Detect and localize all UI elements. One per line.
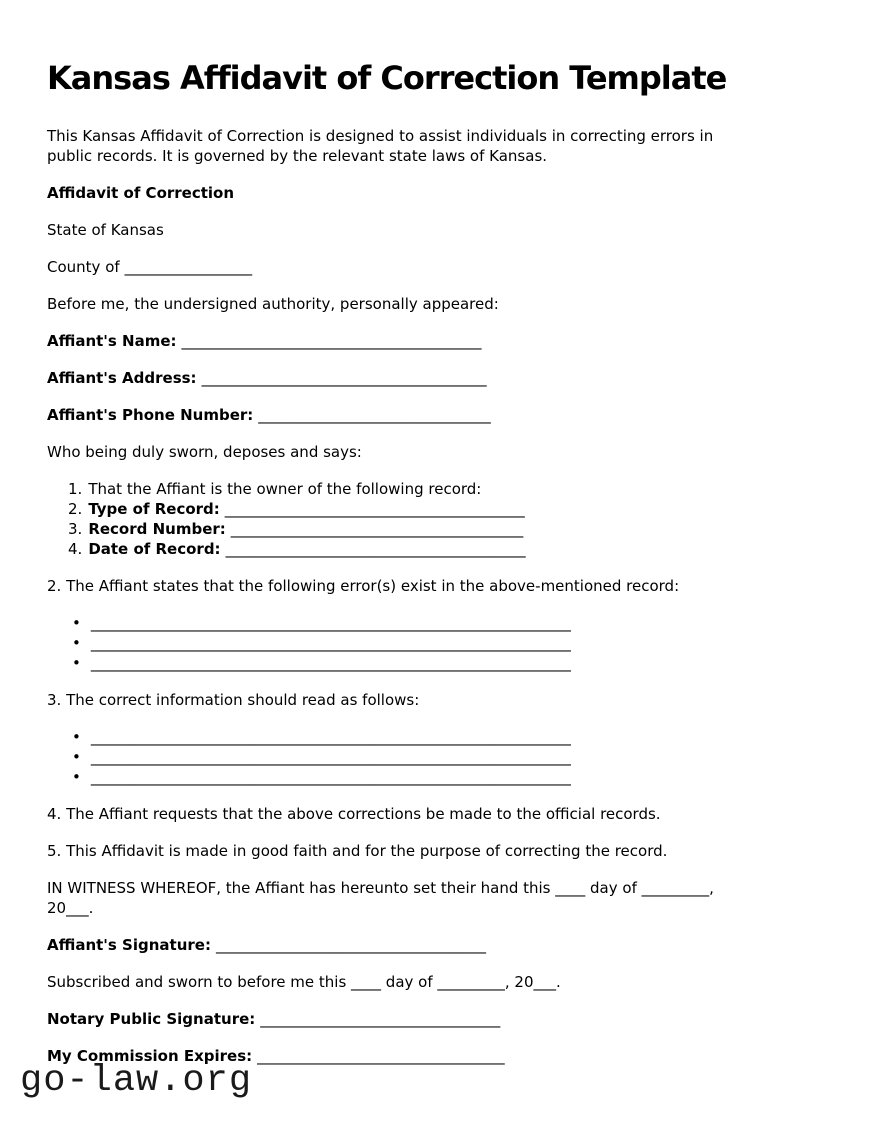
correction-blank-row: [72, 727, 818, 747]
section-4-line: 4. The Affiant requests that the above corrections be made to the official records.: [47, 805, 661, 823]
section-3-line: 3. The correct information should read as follows:: [47, 691, 420, 709]
correction-blank-row: [72, 747, 818, 767]
correction-blank-list: [47, 727, 818, 787]
bullet-icon: [72, 634, 91, 652]
subscribed-line: Subscribed and sworn to before me this ____ day of _________, 20___.: [47, 973, 561, 991]
bullet-icon: [72, 728, 91, 746]
intro-line-1: This Kansas Affidavit of Correction is designed to assist individuals in correcting errors in: [47, 127, 714, 145]
record-item-4: [68, 539, 818, 559]
notary-signature-label: Notary Public Signature:: [47, 1010, 256, 1028]
county-label: County of: [47, 258, 120, 276]
record-item-3: [68, 519, 818, 539]
affiant-name-line: [47, 331, 818, 351]
record-item-1-text: That the Affiant is the owner of the following record:: [88, 480, 482, 498]
notary-signature-line: [47, 1009, 818, 1029]
section-5-line: 5. This Affidavit is made in good faith and for the purpose of correcting the record.: [47, 842, 668, 860]
error-blank-row: [72, 613, 818, 633]
record-item-2: [68, 499, 818, 519]
record-item-4-label: Date of Record:: [88, 540, 221, 558]
county-line: [47, 257, 818, 277]
error-blank-row: [72, 633, 818, 653]
record-item-4-number: 4.: [68, 540, 83, 558]
commission-expires-label: My Commission Expires:: [47, 1047, 253, 1065]
document-title: Kansas Affidavit of Correction Template: [47, 59, 727, 97]
affiant-name-label: Affiant's Name:: [47, 332, 177, 350]
commission-expires-blank: _________________________________: [257, 1047, 505, 1065]
witness-paragraph: [47, 878, 818, 918]
appeared-line: Before me, the undersigned authority, personally appeared:: [47, 295, 499, 313]
affiant-phone-blank: _______________________________: [258, 406, 491, 424]
affiant-signature-line: [47, 935, 818, 955]
record-details-list: [47, 479, 818, 559]
affiant-address-label: Affiant's Address:: [47, 369, 197, 387]
correction-blank-line-1: ________________________________________________________________: [90, 728, 571, 746]
correction-blank-line-3: ________________________________________________________________: [90, 768, 571, 786]
record-item-2-blank: ________________________________________: [224, 500, 525, 518]
record-item-3-label: Record Number:: [88, 520, 226, 538]
record-item-2-number: 2.: [68, 500, 83, 518]
bullet-icon: [72, 748, 91, 766]
state-line: State of Kansas: [47, 221, 164, 239]
bullet-icon: [72, 614, 91, 632]
intro-paragraph: [47, 126, 818, 166]
affiant-phone-label: Affiant's Phone Number:: [47, 406, 254, 424]
section-2-line: 2. The Affiant states that the following error(s) exist in the above-mentioned record:: [47, 577, 680, 595]
error-blank-line-2: ________________________________________________________________: [90, 634, 571, 652]
record-item-4-blank: ________________________________________: [225, 540, 526, 558]
record-item-1-number: 1.: [68, 480, 83, 498]
error-blank-list: [47, 613, 818, 673]
notary-signature-blank: ________________________________: [260, 1010, 501, 1028]
correction-blank-line-2: ________________________________________________________________: [90, 748, 571, 766]
section-heading: Affidavit of Correction: [47, 184, 235, 202]
bullet-icon: [72, 654, 91, 672]
error-blank-line-3: ________________________________________________________________: [90, 654, 571, 672]
witness-line-1: IN WITNESS WHEREOF, the Affiant has hereunto set their hand this ____ day of _________,: [47, 879, 714, 897]
affiant-signature-blank: ____________________________________: [215, 936, 486, 954]
intro-line-2: public records. It is governed by the relevant state laws of Kansas.: [47, 147, 548, 165]
record-item-3-number: 3.: [68, 520, 83, 538]
record-item-3-blank: _______________________________________: [230, 520, 524, 538]
county-blank: _________________: [124, 258, 253, 276]
correction-blank-row: [72, 767, 818, 787]
affiant-signature-label: Affiant's Signature:: [47, 936, 211, 954]
affiant-phone-line: [47, 405, 818, 425]
error-blank-line-1: ________________________________________________________________: [90, 614, 571, 632]
affiant-address-line: [47, 368, 818, 388]
record-item-2-label: Type of Record:: [88, 500, 220, 518]
sworn-line: Who being duly sworn, deposes and says:: [47, 443, 362, 461]
error-blank-row: [72, 653, 818, 673]
bullet-icon: [72, 768, 91, 786]
affiant-name-blank: ________________________________________: [181, 332, 482, 350]
affiant-address-blank: ______________________________________: [201, 369, 487, 387]
record-item-1: [68, 479, 818, 499]
witness-line-2: 20___.: [47, 899, 94, 917]
go-law-watermark: go-law.org: [20, 1060, 253, 1102]
